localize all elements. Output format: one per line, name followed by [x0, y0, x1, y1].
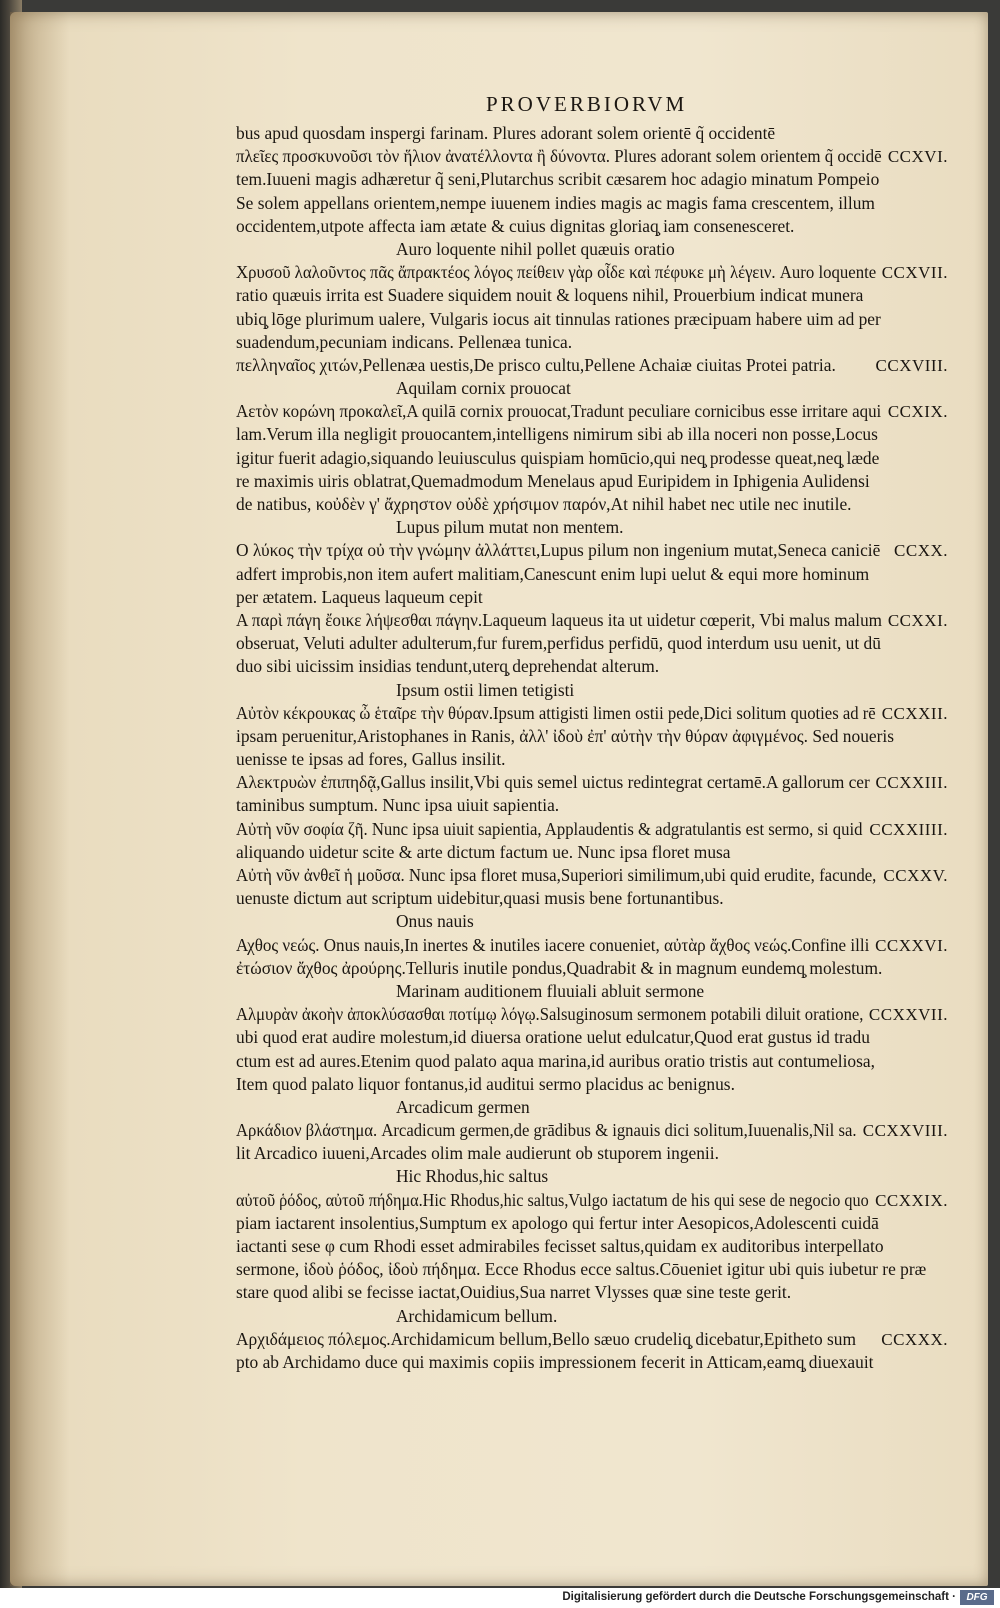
line-text: Auro loquente nihil pollet quæuis oratio [396, 238, 675, 259]
line-text: Α παρὶ πάγη ἔοικε λήψεσθαι πάγην.Laqueum laqueus ita ut uidetur cœperit, Vbi malus malum [236, 609, 882, 630]
line-text: uenisse te ipsas ad fores, Gallus insilit. [236, 749, 506, 770]
entry-heading [236, 238, 952, 261]
line-text: Marinam auditionem fluuiali abluit sermone [396, 980, 705, 1001]
proverb-number: CCXVI. [887, 147, 948, 167]
proverb-number: CCXXIII. [875, 773, 948, 793]
text-line [236, 1119, 952, 1142]
text-line [236, 354, 952, 377]
line-text: re maximis uiris oblatrat,Quemadmodum Menelaus apud Euripidem in Iphigenia Aulidensi [236, 470, 870, 491]
text-line [236, 1050, 952, 1073]
text-line [236, 957, 952, 980]
line-text: ubiq̧ lōge plurimum ualere, Vulgaris iocus ait tinnulas rationes præcipuam habere uim ad per [236, 308, 881, 329]
footer-credit: Digitalisierung gefördert durch die Deutsche Forschungsgemeinschaft · [562, 1591, 956, 1603]
line-text: adfert improbis,non item aufert malitiam,Canescunt enim lupi uelut & equi more hominum [236, 563, 870, 584]
text-line [236, 1026, 952, 1049]
text-line [236, 655, 952, 678]
entry-heading [236, 1096, 952, 1119]
running-head: PROVERBIORVM [486, 92, 688, 116]
line-text: ἐτώσιον ἄχθος ἀρούρης.Telluris inutile pondus,Quadrabit & in magnum eundemq̧ molestum. [236, 957, 883, 978]
text-line [236, 122, 952, 145]
text-line [236, 887, 952, 910]
line-text: iactanti sese φ cum Rhodi esset admirabiles fecisset saltus,quidam ex auditoribus interpellato [236, 1236, 884, 1256]
line-text: taminibus sumptum. Nunc ipsa uiuit sapientia. [236, 795, 560, 816]
text-line [236, 1189, 952, 1212]
proverb-number: CCXVIII. [875, 355, 948, 375]
line-text: obseruat, Veluti adulter adulterum,fur furem,perfidus perfidū, quod interdum usu uenit, ut dū [236, 633, 881, 654]
line-text: lam.Verum illa negligit prouocantem,intelligens nimirum sibi ab illa noceri non posse,Locus [236, 424, 878, 445]
line-text: piam iactarent insolentius,Sumptum ex apologo qui fertur inter Aesopicos,Adolescenti cuidā [236, 1212, 879, 1233]
line-text: per ætatem. Laqueus laqueum cepit [236, 586, 483, 607]
line-text: pto ab Archidamo duce qui maximis copiis impressionem fecerit in Atticam,eamq̧ diuexauit [236, 1351, 874, 1372]
proverb-number: CCXXX. [881, 1329, 948, 1349]
line-text: αὐτοῦ ῥόδος, αὐτοῦ πήδημα.Hic Rhodus,hic saltus,Vulgo iactatum de his qui sese de negocio quo [236, 1189, 869, 1210]
text-line [236, 470, 952, 493]
line-text: ctum est ad aures.Etenim quod palato aqua marina,id auribus oratio tristis aut contumeliosa, [236, 1050, 875, 1071]
line-text: Αρχιδάμειος πόλεμος.Archidamicum bellum,Bello sæuo crudeliq̧ dicebatur,Epitheto sum [236, 1328, 857, 1349]
text-line [236, 493, 952, 516]
line-text: uenuste dictum aut scriptum uidebitur,quasi musis bene fortunantibus. [236, 888, 724, 909]
line-text: igitur fuerit adagio,siquando leuiusculus quispiam homūcio,qui neq̧ prodesse queat,neq̧ læde [236, 447, 880, 468]
line-text: Arcadicum germen [396, 1096, 530, 1117]
text-line [236, 447, 952, 470]
line-text: Aquilam cornix prouocat [396, 378, 571, 399]
line-text: Αὐτὴ νῦν ἀνθεῖ ἡ μοῦσα. Nunc ipsa floret musa,Superiori similimum,ubi quid erudite, facunde, [236, 865, 877, 885]
text-line [236, 1328, 952, 1351]
line-text: ratio quæuis irrita est Suadere siquidem nouit & loquens nihil, Prouerbium indicat munera [236, 285, 864, 306]
line-text: Lupus pilum mutat non mentem. [396, 517, 624, 538]
text-line [236, 261, 952, 284]
text-line [236, 423, 952, 446]
text-line [236, 1258, 952, 1281]
text-line [236, 748, 952, 771]
line-text: bus apud quosdam inspergi farinam. Plures adorant solem orientē q̃ occidentē [236, 123, 776, 143]
text-line [236, 1235, 952, 1258]
entry-heading [236, 980, 952, 1003]
line-text: Item quod palato liquor fontanus,id auditui sermo placidus ac benignus. [236, 1073, 735, 1094]
line-text: occidentem,utpote affecta iam ætate & cuius dignitas gloriaq̧ iam consenesceret. [236, 215, 795, 236]
text-line [236, 331, 952, 354]
proverb-number: CCXXV. [883, 866, 948, 885]
proverb-number: CCXXVII. [868, 1005, 948, 1025]
proverb-number: CCXIX. [887, 402, 948, 422]
line-text: aliquando uidetur scite & arte dictum factum ue. Nunc ipsa floret musa [236, 841, 731, 862]
text-line [236, 864, 952, 887]
proverb-number: CCXXIIII. [869, 819, 948, 839]
proverb-number: CCXXVIII. [862, 1121, 948, 1141]
text-line [236, 1281, 952, 1304]
text-line [236, 771, 952, 794]
text-line [236, 284, 952, 307]
text-line [236, 934, 952, 957]
text-line [236, 632, 952, 655]
dfg-logo: DFG [960, 1590, 994, 1605]
line-text: Αλμυρὰν ἀκοὴν ἀποκλύσασθαι ποτίμῳ λόγῳ.Salsuginosum sermonem potabili diluit oratione, [236, 1004, 864, 1025]
line-text: tem.Iuueni magis adhæretur q̃ seni,Plutarchus scribit cæsarem hoc adagio minatum Pompeio [236, 169, 880, 190]
entry-heading [236, 1305, 952, 1328]
line-text: Ο λύκος τὴν τρίχα οὐ τὴν γνώμην ἀλλάττει,Lupus pilum non ingenium mutat,Seneca caniciē [236, 540, 881, 561]
line-text: πελληναῖος χιτών,Pellenæa uestis,De prisco cultu,Pellene Achaiæ ciuitas Protei patria. [236, 354, 836, 375]
text-line [236, 702, 952, 725]
entry-heading [236, 377, 952, 400]
text-block [236, 122, 952, 1374]
line-text: stare quod alibi se fecisse iactat,Ouidius,Sua narret Vlysses quæ sine teste gerit. [236, 1282, 792, 1303]
line-text: Αὐτὴ νῦν σοφία ζῆ. Nunc ipsa uiuit sapientia, Applaudentis & adgratulantis est sermo, si quid [236, 818, 863, 839]
line-text: de natibus, κοὐδὲν γ' ἄχρηστον οὐδὲ χρήσιμον παρόν,At nihil habet nec utile nec inutile. [236, 494, 852, 514]
proverb-number: CCXX. [894, 541, 948, 561]
line-text: Archidamicum bellum. [396, 1305, 558, 1326]
text-line [236, 308, 952, 331]
line-text: Αρκάδιον βλάστημα. Arcadicum germen,de grādibus & ignauis dici solitum,Iuuenalis,Nil sa. [236, 1120, 857, 1141]
text-line [236, 818, 952, 841]
proverb-number: CCXXIX. [875, 1190, 948, 1210]
line-text: Αχθος νεώς. Onus nauis,In inertes & inutiles iacere conueniet, αὐτὰρ ἄχθος νεώς.Confine illi [236, 934, 870, 955]
entry-heading [236, 910, 952, 933]
line-text: Onus nauis [396, 911, 474, 932]
text-line [236, 609, 952, 632]
text-line [236, 539, 952, 562]
line-text: Se solem appellans orientem,nempe iuuenem indies magis ac magis fama crescentem, illum [236, 192, 875, 213]
line-text: Hic Rhodus,hic saltus [396, 1166, 549, 1187]
text-line [236, 586, 952, 609]
footer-bar [0, 1588, 1000, 1608]
text-line [236, 215, 952, 238]
line-text: Αετὸν κορώνη προκαλεῖ,A quilā cornix prouocat,Tradunt peculiare cornicibus esse irritare aqui [236, 401, 882, 422]
line-text: ipsam peruenitur,Aristophanes in Ranis, ἀλλ' ἰδοὺ ἐπ' αὐτὴν τὴν θύραν ἀφιγμένος. Sed noueris [236, 725, 895, 746]
line-text: suadendum,pecuniam indicans. Pellenæa tunica. [236, 331, 573, 352]
text-line [236, 1212, 952, 1235]
text-line [236, 841, 952, 864]
text-line [236, 1142, 952, 1165]
line-text: Χρυσοῦ λαλοῦντος πᾶς ἄπρακτέος λόγος πείθειν γὰρ οἶδε καὶ πέφυκε μὴ λέγειν. Auro loquente [236, 262, 877, 283]
line-text: Αὐτὸν κέκρουκας ὦ ἑταῖρε τὴν θύραν.Ipsum attigisti limen ostii pede,Dici solitum quoties ad rē [236, 702, 876, 723]
proverb-number: CCXXII. [881, 703, 948, 723]
text-line [236, 794, 952, 817]
text-line [236, 192, 952, 215]
proverb-number: CCXVII. [881, 263, 948, 283]
line-text: Αλεκτρυὼν ἐπιπηδᾷ,Gallus insilit,Vbi quis semel uictus redintegrat certamē.A gallorum cer [236, 772, 870, 793]
text-line [236, 1351, 952, 1374]
text-line [236, 563, 952, 586]
proverb-number: CCXXI. [887, 610, 948, 630]
line-text: πλεῖες προσκυνοῦσι τὸν ἥλιον ἀνατέλλοντα ἢ δύνοντα. Plures adorant solem orientem q̃ occidē [236, 146, 882, 167]
text-line [236, 168, 952, 191]
line-text: lit Arcadico iuueni,Arcades olim male audierunt ob stuporem ingenii. [236, 1143, 719, 1164]
text-line [236, 145, 952, 168]
line-text: Ipsum ostii limen tetigisti [396, 679, 575, 700]
entry-heading [236, 516, 952, 539]
entry-heading [236, 679, 952, 702]
line-text: duo sibi uicissim insidias tendunt,uterq̧ deprehendat alterum. [236, 656, 660, 677]
entry-heading [236, 1165, 952, 1188]
line-text: sermone, ἰδοὺ ῥόδος, ἰδοὺ πήδημα. Ecce Rhodus ecce saltus.Cōueniet igitur ubi quis iubetur re præ [236, 1259, 927, 1280]
text-line [236, 1003, 952, 1026]
text-line [236, 1073, 952, 1096]
text-line [236, 725, 952, 748]
text-line [236, 400, 952, 423]
proverb-number: CCXXVI. [875, 935, 948, 955]
line-text: ubi quod erat audire molestum,id diuersa oratione uelut edulcatur,Quod erat gustus id tradu [236, 1027, 870, 1048]
